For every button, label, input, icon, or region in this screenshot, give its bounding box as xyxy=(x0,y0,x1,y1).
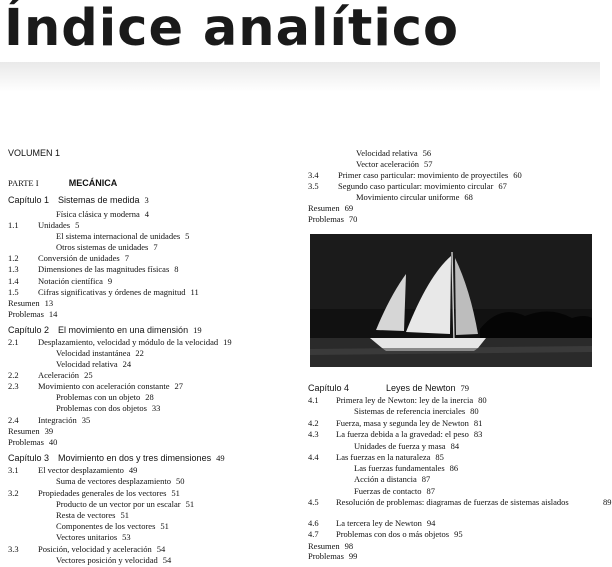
sailboat-photo xyxy=(310,234,592,367)
toc-number: 1.3 xyxy=(8,264,19,274)
toc-title: Resolución de problemas: diagramas de fuerzas de sistemas aislados xyxy=(336,497,569,507)
toc-page: 3 xyxy=(144,195,149,205)
toc-entry xyxy=(8,426,53,437)
toc-title: Acción a distancia xyxy=(354,474,417,484)
toc-page: 57 xyxy=(424,159,433,169)
toc-entry xyxy=(8,465,137,476)
toc-entry xyxy=(8,437,57,448)
toc-number: 1.5 xyxy=(8,287,19,297)
toc-page: 98 xyxy=(344,541,354,551)
toc-title: Aceleración xyxy=(38,370,80,380)
toc-title: Producto de un vector por un escalar xyxy=(56,499,181,509)
toc-entry xyxy=(8,309,57,320)
toc-number: Problemas xyxy=(308,551,344,561)
toc-page: 27 xyxy=(174,381,183,391)
toc-entry xyxy=(356,192,473,203)
part-name: MECÁNICA xyxy=(68,178,118,188)
toc-entry xyxy=(354,486,435,497)
toc-number: Problemas xyxy=(8,437,44,447)
toc-page: 7 xyxy=(124,253,129,263)
toc-entry xyxy=(356,159,433,170)
toc-entry xyxy=(56,555,171,566)
toc-title: Componentes de los vectores xyxy=(56,521,156,531)
toc-entry xyxy=(56,403,160,414)
toc-title: Movimiento con aceleración constante xyxy=(38,381,170,391)
toc-page: 4 xyxy=(144,209,150,219)
toc-number: Resumen xyxy=(308,541,340,551)
toc-number: 1.1 xyxy=(8,220,19,230)
toc-page: 51 xyxy=(171,488,180,498)
toc-number: Problemas xyxy=(308,214,344,224)
part-label: PARTE I xyxy=(8,178,39,188)
toc-number: 3.5 xyxy=(308,181,319,191)
toc-title: Problemas con dos o más objetos xyxy=(336,529,450,539)
toc-title: Otros sistemas de unidades xyxy=(56,242,149,252)
volume-label: VOLUMEN 1 xyxy=(8,148,61,158)
toc-page: 5 xyxy=(75,220,80,230)
toc-title: El movimiento en una dimensión xyxy=(58,325,189,335)
toc-number: Resumen xyxy=(8,426,40,436)
toc-title: Vectores posición y velocidad xyxy=(56,555,158,565)
toc-entry xyxy=(308,383,469,394)
toc-page: 51 xyxy=(120,510,129,520)
toc-entry xyxy=(308,551,357,562)
toc-entry xyxy=(354,474,430,485)
toc-number: 2.1 xyxy=(8,337,19,347)
toc-title: Velocidad instantánea xyxy=(56,348,131,358)
toc-entry xyxy=(56,476,184,487)
toc-entry xyxy=(56,499,194,510)
toc-title: Velocidad relativa xyxy=(356,148,418,158)
toc-page: 8 xyxy=(174,264,179,274)
toc-page: 49 xyxy=(216,453,225,463)
toc-number: Capítulo 2 xyxy=(8,325,50,335)
toc-title: Desplazamiento, velocidad y módulo de la velocidad xyxy=(38,337,219,347)
toc-title: Unidades de fuerza y masa xyxy=(354,441,446,451)
toc-page: 56 xyxy=(422,148,432,158)
toc-title: Resta de vectores xyxy=(56,510,116,520)
toc-number: 4.6 xyxy=(308,518,319,528)
toc-title: Segundo caso particular: movimiento circular xyxy=(338,181,494,191)
toc-entry xyxy=(8,195,149,206)
toc-title: La fuerza debida a la gravedad: el peso xyxy=(336,429,469,439)
toc-entry xyxy=(308,395,487,406)
toc-page: 40 xyxy=(48,437,58,447)
toc-page: 5 xyxy=(185,231,190,241)
toc-number: Problemas xyxy=(8,309,44,319)
toc-title: Leyes de Newton xyxy=(386,383,456,393)
toc-page: 94 xyxy=(426,518,436,528)
toc-title: Las fuerzas en la naturaleza xyxy=(336,452,431,462)
toc-title: Vectores unitarios xyxy=(56,532,118,542)
toc-entry xyxy=(8,544,165,555)
toc-title: Suma de vectores desplazamiento xyxy=(56,476,171,486)
toc-page: 49 xyxy=(128,465,138,475)
toc-entry xyxy=(8,264,179,275)
title-divider xyxy=(0,62,600,92)
toc-number: Capítulo 1 xyxy=(8,195,50,205)
toc-entry xyxy=(56,242,158,253)
toc-title: Dimensiones de las magnitudes físicas xyxy=(38,264,170,274)
toc-page: 22 xyxy=(135,348,144,358)
toc-number: 1.2 xyxy=(8,253,19,263)
toc-entry xyxy=(8,381,183,392)
toc-page: 69 xyxy=(344,203,354,213)
toc-entry xyxy=(308,529,463,540)
toc-entry xyxy=(8,453,225,464)
toc-title: Movimiento en dos y tres dimensiones xyxy=(58,453,212,463)
toc-page: 19 xyxy=(193,325,202,335)
toc-title: El vector desplazamiento xyxy=(38,465,124,475)
toc-page: 84 xyxy=(450,441,460,451)
toc-page: 68 xyxy=(464,192,473,202)
toc-title: La tercera ley de Newton xyxy=(336,518,422,528)
toc-page: 28 xyxy=(145,392,154,402)
toc-entry xyxy=(354,463,458,474)
toc-page: 39 xyxy=(44,426,54,436)
toc-page: 54 xyxy=(162,555,172,565)
toc-number: 1.4 xyxy=(8,276,19,286)
toc-page: 53 xyxy=(122,532,131,542)
toc-title: Unidades xyxy=(38,220,71,230)
toc-page: 67 xyxy=(498,181,507,191)
toc-entry xyxy=(308,418,482,429)
toc-entry xyxy=(308,214,357,225)
toc-page: 54 xyxy=(156,544,166,554)
toc-title: Posición, velocidad y aceleración xyxy=(38,544,152,554)
toc-entry xyxy=(56,521,169,532)
toc-page: 95 xyxy=(454,529,463,539)
toc-page: 35 xyxy=(81,415,91,425)
toc-entry xyxy=(56,510,129,521)
toc-title: Primera ley de Newton: ley de la inercia xyxy=(336,395,474,405)
sailboat-illustration xyxy=(310,234,592,367)
toc-entry xyxy=(8,488,180,499)
toc-title: El sistema internacional de unidades xyxy=(56,231,181,241)
toc-page: 60 xyxy=(513,170,522,180)
toc-number: 3.2 xyxy=(8,488,19,498)
toc-title: Sistemas de referencia inerciales xyxy=(354,406,466,416)
toc-title: Velocidad relativa xyxy=(56,359,118,369)
toc-title: Física clásica y moderna xyxy=(56,209,140,219)
toc-entry xyxy=(8,253,129,264)
toc-entry xyxy=(8,287,199,298)
part-heading xyxy=(8,178,117,188)
toc-title: Integración xyxy=(38,415,77,425)
toc-entry xyxy=(8,370,93,381)
toc-entry xyxy=(8,337,232,348)
toc-entry xyxy=(308,203,353,214)
toc-number: 4.4 xyxy=(308,452,319,462)
toc-title: Movimiento circular uniforme xyxy=(356,192,460,202)
toc-number: 2.2 xyxy=(8,370,19,380)
toc-page: 79 xyxy=(460,383,470,393)
toc-title: Cifras significativas y órdenes de magnitud xyxy=(38,287,186,297)
toc-entry xyxy=(356,148,431,159)
toc-page: 51 xyxy=(160,521,169,531)
toc-title: Problemas con un objeto xyxy=(56,392,141,402)
toc-title: Propiedades generales de los vectores xyxy=(38,488,167,498)
toc-entry xyxy=(56,359,131,370)
toc-page: 24 xyxy=(122,359,132,369)
toc-entry xyxy=(354,406,479,417)
toc-entry xyxy=(56,532,131,543)
toc-number: 4.2 xyxy=(308,418,319,428)
toc-entry xyxy=(56,348,144,359)
toc-number: Capítulo 4 xyxy=(308,383,350,393)
toc-entry xyxy=(8,220,79,231)
toc-page: 81 xyxy=(473,418,483,428)
toc-entry xyxy=(8,415,90,426)
toc-entry xyxy=(8,298,53,309)
toc-number: 4.1 xyxy=(308,395,319,405)
toc-page: 87 xyxy=(426,486,435,496)
toc-entry xyxy=(354,441,459,452)
toc-title: Primer caso particular: movimiento de proyectiles xyxy=(338,170,509,180)
toc-entry xyxy=(308,518,435,529)
toc-number: 4.7 xyxy=(308,529,319,539)
toc-page: 86 xyxy=(449,463,459,473)
toc-page: 9 xyxy=(107,276,113,286)
toc-number: 4.3 xyxy=(308,429,319,439)
toc-number: 3.3 xyxy=(8,544,19,554)
toc-page: 13 xyxy=(44,298,54,308)
toc-entry xyxy=(308,181,507,192)
toc-entry xyxy=(308,170,522,181)
toc-title: Fuerza, masa y segunda ley de Newton xyxy=(336,418,469,428)
toc-entry xyxy=(308,429,482,440)
toc-title: Fuerzas de contacto xyxy=(354,486,422,496)
toc-page: 89 xyxy=(603,497,612,507)
toc-page: 50 xyxy=(175,476,185,486)
toc-page: 80 xyxy=(478,395,487,405)
toc-page: 80 xyxy=(470,406,479,416)
toc-page: 70 xyxy=(348,214,358,224)
toc-number: 3.4 xyxy=(308,170,319,180)
toc-page: 51 xyxy=(185,499,195,509)
toc-number: 4.5 xyxy=(308,497,319,507)
toc-entry xyxy=(56,209,149,220)
page-title: Índice analítico xyxy=(4,0,460,58)
toc-entry xyxy=(308,452,444,463)
toc-number: Capítulo 3 xyxy=(8,453,50,463)
toc-page: 25 xyxy=(84,370,93,380)
toc-number: 2.4 xyxy=(8,415,19,425)
toc-title: Problemas con dos objetos xyxy=(56,403,147,413)
toc-page: 14 xyxy=(48,309,58,319)
toc-title: Notación científica xyxy=(38,276,103,286)
toc-page: 33 xyxy=(151,403,161,413)
toc-page: 7 xyxy=(153,242,158,252)
toc-title: Sistemas de medida xyxy=(58,195,140,205)
toc-page: 19 xyxy=(223,337,232,347)
toc-page: 83 xyxy=(473,429,483,439)
toc-page: 99 xyxy=(348,551,358,561)
toc-title: Vector aceleración xyxy=(356,159,419,169)
toc-number: Resumen xyxy=(8,298,40,308)
toc-entry xyxy=(8,325,202,336)
toc-page: 11 xyxy=(190,287,199,297)
toc-number: Resumen xyxy=(308,203,340,213)
toc-entry xyxy=(8,276,112,287)
toc-entry xyxy=(308,497,612,508)
toc-page: 87 xyxy=(421,474,431,484)
toc-number: 3.1 xyxy=(8,465,19,475)
toc-entry xyxy=(56,231,189,242)
toc-page: 85 xyxy=(435,452,444,462)
toc-title: Las fuerzas fundamentales xyxy=(354,463,445,473)
toc-entry xyxy=(56,392,154,403)
toc-number: 2.3 xyxy=(8,381,19,391)
toc-title: Conversión de unidades xyxy=(38,253,120,263)
